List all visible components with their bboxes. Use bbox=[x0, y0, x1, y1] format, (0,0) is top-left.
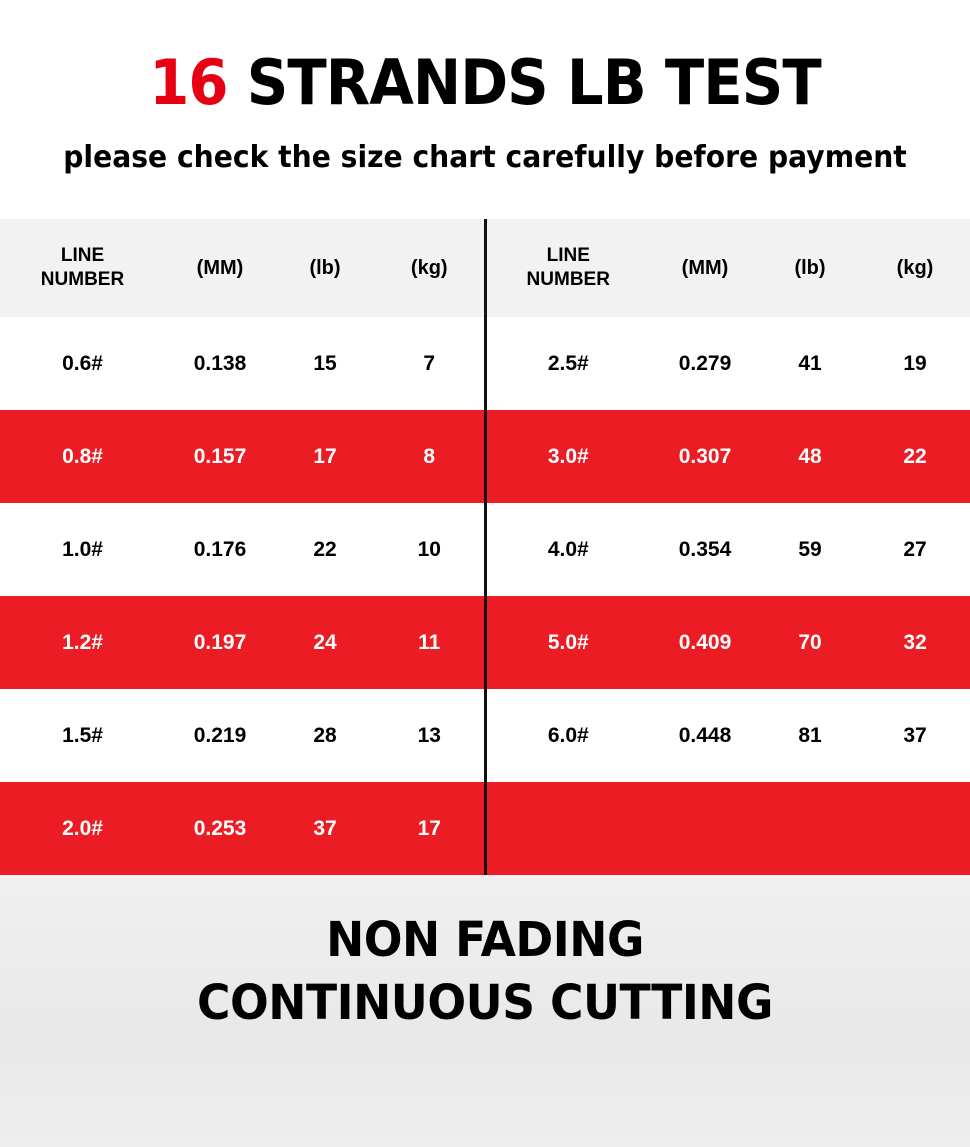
cell-kg-right: 19 bbox=[860, 317, 970, 410]
cell-lb-left: 24 bbox=[275, 596, 375, 689]
cell-kg-right: 32 bbox=[860, 596, 970, 689]
cell-mm-left: 0.197 bbox=[165, 596, 275, 689]
header-line-number-right-l1: LINE bbox=[546, 245, 590, 267]
cell-kg-right bbox=[860, 782, 970, 875]
cell-line-number-right: 2.5# bbox=[485, 317, 650, 410]
cell-line-number-right: 6.0# bbox=[485, 689, 650, 782]
cell-kg-left: 13 bbox=[375, 689, 485, 782]
table-row bbox=[0, 596, 970, 689]
table-row bbox=[0, 689, 970, 782]
cell-kg-right: 37 bbox=[860, 689, 970, 782]
cell-mm-left: 0.253 bbox=[165, 782, 275, 875]
cell-line-number-right: 3.0# bbox=[485, 410, 650, 503]
header-lb-left: (lb) bbox=[275, 219, 375, 317]
cell-lb-right: 41 bbox=[760, 317, 860, 410]
header-line-number-right bbox=[485, 219, 650, 317]
header-mm-left: (MM) bbox=[165, 219, 275, 317]
table-row bbox=[0, 317, 970, 410]
cell-lb-right: 48 bbox=[760, 410, 860, 503]
cell-line-number-left: 1.0# bbox=[0, 503, 165, 596]
cell-lb-left: 37 bbox=[275, 782, 375, 875]
cell-mm-left: 0.176 bbox=[165, 503, 275, 596]
footer-line-2: CONTINUOUS CUTTING bbox=[197, 975, 773, 1032]
cell-line-number-right: 5.0# bbox=[485, 596, 650, 689]
title-text: STRANDS LB TEST bbox=[246, 46, 821, 119]
cell-mm-left: 0.219 bbox=[165, 689, 275, 782]
cell-kg-right: 27 bbox=[860, 503, 970, 596]
cell-mm-right: 0.448 bbox=[650, 689, 760, 782]
page-subtitle: please check the size chart carefully before payment bbox=[63, 140, 907, 175]
cell-lb-left: 28 bbox=[275, 689, 375, 782]
footer-block bbox=[0, 875, 970, 1147]
page-title bbox=[34, 46, 936, 119]
cell-mm-left: 0.138 bbox=[165, 317, 275, 410]
cell-lb-right: 59 bbox=[760, 503, 860, 596]
cell-line-number-right bbox=[485, 782, 650, 875]
header-line-number-left-l2: NUMBER bbox=[40, 269, 125, 290]
header-mm-right: (MM) bbox=[650, 219, 760, 317]
table-header-row bbox=[0, 219, 970, 317]
header-line-number-right-l2: NUMBER bbox=[526, 269, 610, 290]
cell-kg-right: 22 bbox=[860, 410, 970, 503]
table-row bbox=[0, 503, 970, 596]
header-kg-left: (kg) bbox=[375, 219, 485, 317]
cell-line-number-left: 0.6# bbox=[0, 317, 165, 410]
title-block bbox=[0, 0, 970, 175]
cell-lb-right: 70 bbox=[760, 596, 860, 689]
cell-line-number-left: 2.0# bbox=[0, 782, 165, 875]
header-line-number-left bbox=[0, 219, 165, 317]
cell-kg-left: 7 bbox=[375, 317, 485, 410]
cell-mm-left: 0.157 bbox=[165, 410, 275, 503]
cell-line-number-right: 4.0# bbox=[485, 503, 650, 596]
size-chart-table-wrap bbox=[0, 219, 970, 875]
cell-mm-right: 0.409 bbox=[650, 596, 760, 689]
cell-mm-right: 0.307 bbox=[650, 410, 760, 503]
cell-kg-left: 17 bbox=[375, 782, 485, 875]
title-strand-count: 16 bbox=[149, 46, 228, 119]
table-row bbox=[0, 410, 970, 503]
cell-kg-left: 10 bbox=[375, 503, 485, 596]
cell-line-number-left: 0.8# bbox=[0, 410, 165, 503]
cell-line-number-left: 1.5# bbox=[0, 689, 165, 782]
cell-mm-right: 0.354 bbox=[650, 503, 760, 596]
cell-lb-right: 81 bbox=[760, 689, 860, 782]
header-line-number-left-l1: LINE bbox=[60, 245, 105, 267]
cell-lb-right bbox=[760, 782, 860, 875]
cell-lb-left: 17 bbox=[275, 410, 375, 503]
cell-lb-left: 22 bbox=[275, 503, 375, 596]
cell-kg-left: 11 bbox=[375, 596, 485, 689]
cell-kg-left: 8 bbox=[375, 410, 485, 503]
cell-mm-right: 0.279 bbox=[650, 317, 760, 410]
cell-line-number-left: 1.2# bbox=[0, 596, 165, 689]
cell-lb-left: 15 bbox=[275, 317, 375, 410]
table-row bbox=[0, 782, 970, 875]
cell-mm-right bbox=[650, 782, 760, 875]
footer-line-1: NON FADING bbox=[326, 912, 644, 968]
size-chart-table bbox=[0, 219, 970, 875]
header-kg-right: (kg) bbox=[860, 219, 970, 317]
header-lb-right: (lb) bbox=[760, 219, 860, 317]
